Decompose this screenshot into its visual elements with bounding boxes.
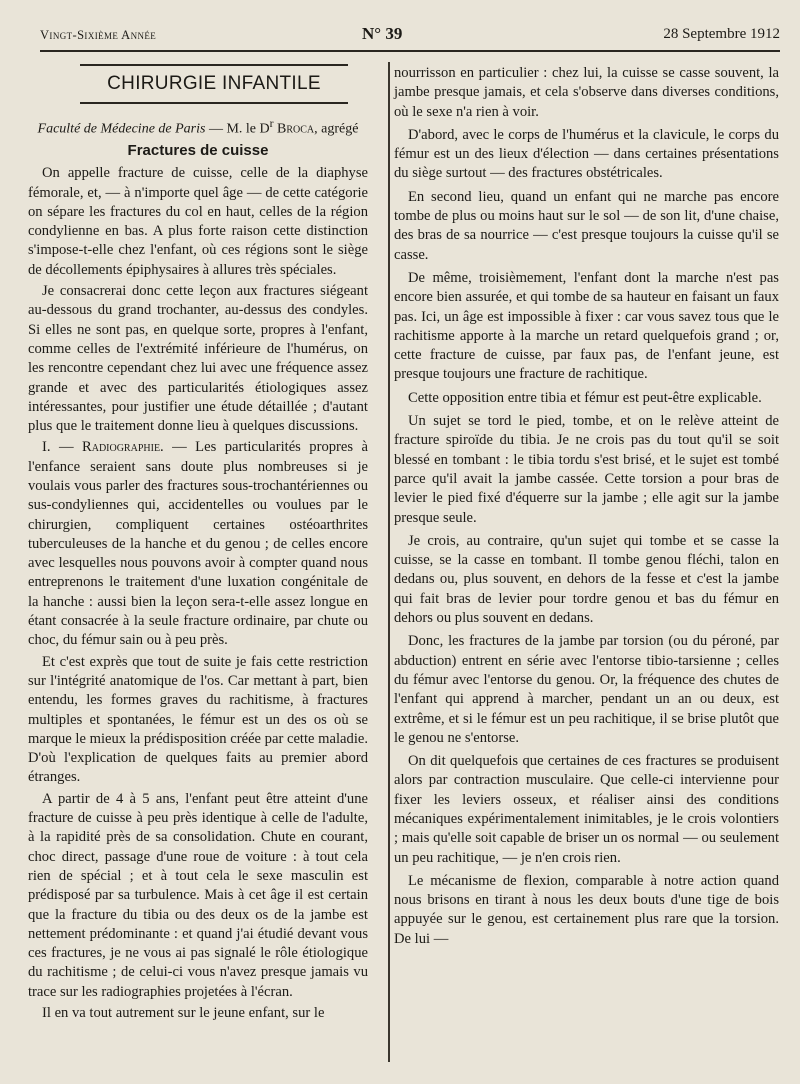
- paragraph: nourrisson en particulier : chez lui, la cuisse se casse souvent, la jambe presque jamais, et cela s'observe dans diverses conditions, où le sexe n'a rien à voir.: [394, 65, 779, 120]
- byline-sup: r: [269, 117, 274, 130]
- column-divider: [388, 62, 390, 1062]
- paragraph: Et c'est exprès que tout de suite je fais cette restriction sur l'intégrité anatomique de l'os. Car mettant à part, bien entendu, les formes graves du rachitisme, à fractures multiples et spontanées, le fémur est un des os où se marque le mieux la prédisposition créée par cette maladie. D'où l'explication de quelques faits au premier abord étranges.: [28, 653, 368, 786]
- paragraph: Un sujet se tord le pied, tombe, et on le relève atteint de fracture spiroïde du tibia. Je ne crois pas du tout qu'il se soit blessé en tombant : le tibia tordu s'est brisé, et le sujet est tombé parce qu'il avait la jambe cassée. Cette torsion a pour bras de levier le pied fixé d'équerre sur la jambe ; elle agit sur la jambe presque seule.: [394, 413, 779, 526]
- paragraph: Le mécanisme de flexion, comparable à notre action quand nous brisons en tirant à nous les deux bouts d'une tige de bois appuyée sur le genou, est certainement plus rare que la torsion. De lui —: [394, 872, 779, 947]
- byline-author: Broca: [273, 121, 315, 137]
- right-column: [394, 64, 779, 953]
- byline-institution: Faculté de Médecine de Paris: [37, 121, 206, 137]
- paragraph: Je crois, au contraire, qu'un sujet qui tombe et se casse la cuisse, se la casse en tombant. Il tombe genou fléchi, talon en dedans ou, plus souvent, en dehors de la fesse et c'est la jambe qui fait bras de levier pour tordre genou et bas du fémur en dehors ou plus souvent en dedans.: [394, 532, 779, 627]
- paragraph: D'abord, avec le corps de l'humérus et la clavicule, le corps du fémur est un des lieux d'élection — dans certaines présentations du siège surtout — des fractures obstétricales.: [394, 126, 779, 182]
- paragraph: On dit quelquefois que certaines de ces fractures se produisent alors par contraction musculaire. Que celle-ci intervienne pour fixer les leviers osseux, et réaliser ainsi des conditions mécaniques expérimentalement inimitables, je le crois volontiers ; mais qu'elle soit capable de briser un os normal — ou seulement un peu rachitique, — je n'en crois rien.: [394, 753, 779, 866]
- paragraph: On appelle fracture de cuisse, celle de la diaphyse fémorale, et, — à n'importe quel âge — de cette catégorie on sépare les fractures du col en haut, celles de la région condylienne en bas. A plus forte raison cette distinction s'impose-t-elle chez l'enfant, où ces régions sont le siège de décollements épiphysaires à allures très spéciales.: [28, 165, 368, 278]
- left-column: [28, 62, 368, 1025]
- article-subtitle: Fractures de cuisse: [127, 141, 269, 159]
- paragraph: Cette opposition entre tibia et fémur est peut-être explicable.: [408, 389, 762, 406]
- paragraph: Je consacrerai donc cette leçon aux fractures siégeant au-dessous du grand trochanter, au-dessus des condyles. Si elles ne sont pas, en quelque sorte, propres à l'enfant, comme celles de l'extrémité inférieure de l'humérus, on les rencontre cependant chez lui avec une fréquence assez grande et avec des particularités étiologiques assez intéressantes, pour justifier une étude détaillée ; d'autant plus que le traitement donne lieu à quelques discussions.: [28, 283, 368, 435]
- volume-year: Vingt-Sixième Année: [40, 28, 157, 42]
- subsection-label: I. — Radiographie.: [42, 439, 164, 456]
- section-title: CHIRURGIE INFANTILE: [80, 64, 348, 104]
- paragraph: En second lieu, quand un enfant qui ne marche pas encore tombe de plus ou moins haut sur le sol — de son lit, d'une chaise, des bras de sa nourrice — c'est presque toujours la cuisse qu'il se casse.: [394, 188, 779, 263]
- paragraph: De même, troisièmement, l'enfant dont la marche n'est pas encore bien assurée, et qui tombe de sa hauteur en faisant un faux pas. Ici, un âge est impossible à fixer : car vous savez tous que le rachitisme apporte à la marche un retard quelquefois grand ; or, cette fracture de cuisse, par faux pas, de l'enfant jeune, est presque toujours une fracture de rachitique.: [394, 269, 779, 383]
- issue-number: N° 39: [362, 24, 403, 43]
- paragraph: Il en va tout autrement sur le jeune enfant, sur le: [42, 1005, 325, 1022]
- paragraph-radiographie: [28, 438, 368, 650]
- paragraph: A partir de 4 à 5 ans, l'enfant peut être atteint d'une fracture de cuisse à peu près identique à celle de l'adulte, à la rapidité près de sa consolidation. Chute en courant, choc direct, passage d'une roue de voiture : à tout cela rien de spécial ; et à tout cela le sexe masculin est prédisposé par sa turbulence. Mais à cet âge il est certain que la fracture du tibia ou des deux os de la jambe est nettement prédominante : et quand j'ai étudié devant vous ces fractures, je ne vous ai pas signalé le rôle étiologique du rachitisme ; de celui-ci vous n'avez presque jamais vu trace sur les radiographies projetées à l'écran.: [28, 790, 368, 1000]
- paragraph: Donc, les fractures de la jambe par torsion (ou du péroné, par abduction) entrent en série avec l'entorse tibio-tarsienne ; celles du fémur avec l'entorse du genou. Or, la fréquence des chutes de l'enfant qui apprend à marcher, pendant un an ou deux, est extrême, et si le fémur est un peu rachitique, il se brise plutôt que le genou ne s'entorse.: [394, 633, 779, 746]
- paragraph-text: — Les particularités propres à l'enfance seraient sans doute plus nombreuses si je voulais vous parler des fractures sous-trochantériennes ou sus-condyliennes qui, accidentelles ou voulues par le chirurgien, compliquent certaines ostéoarthrites tuberculeuses de la hanche et du genou ; de celles encore avec lesquelles nous pouvons avoir à compter quand nous entreprenons le traitement d'une luxation congénitale de la hanche : aussi bien la leçon sera-t-elle assez longue en étant consacrée à la seule fracture ordinaire, par chute ou choc, du fémur sain ou à peu près.: [28, 439, 368, 649]
- issue-date: 28 Septembre 1912: [663, 26, 780, 42]
- byline-role: , agrégé: [314, 121, 359, 137]
- byline-prefix: — M. le D: [205, 121, 270, 137]
- byline: [28, 114, 368, 139]
- running-head: [40, 24, 780, 52]
